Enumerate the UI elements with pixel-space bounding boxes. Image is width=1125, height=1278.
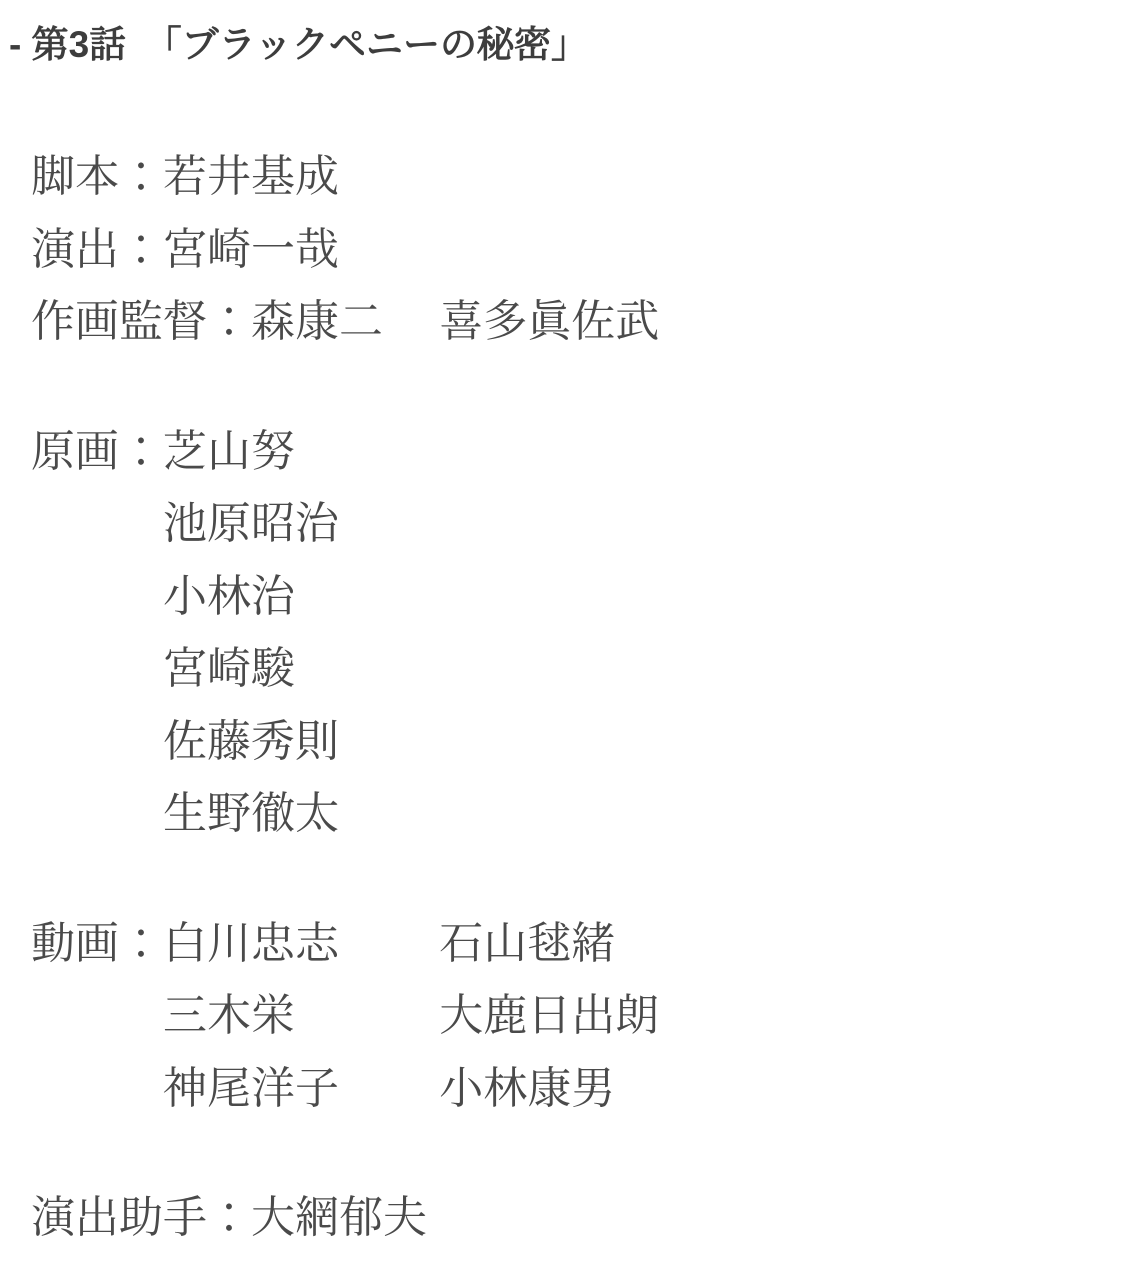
main-staff-section [31, 141, 1105, 359]
credit-line-director: 演出：宮崎一哉 [31, 224, 339, 274]
credit-line-douga: 三木栄 大鹿日出朗 [31, 991, 660, 1040]
episode-title-heading: - 第3話 「ブラックペニーの秘密」 [9, 24, 588, 65]
credit-line-douga: 動画：白川忠志 石山毬緒 [31, 918, 616, 968]
credits-page [0, 20, 1125, 1278]
assistant-director-section [31, 1182, 1105, 1255]
credit-line-genga: 池原昭治 [31, 499, 339, 548]
credit-line-douga: 神尾洋子 小林康男 [31, 1063, 616, 1113]
credit-line-script: 脚本：若井基成 [31, 152, 339, 201]
credit-line-genga: 宮崎駿 [31, 644, 295, 693]
credit-line-genga: 小林治 [31, 571, 295, 621]
credit-line-animation-director: 作画監督：森康二 喜多眞佐武 [31, 297, 660, 346]
credit-line-genga: 原画：芝山努 [31, 426, 295, 476]
credit-line-genga: 佐藤秀則 [31, 716, 339, 766]
credit-line-assistant-director: 演出助手：大網郁夫 [31, 1193, 427, 1242]
credit-line-genga: 生野徹太 [31, 789, 339, 838]
inbetween-animation-section [31, 908, 1105, 1126]
key-animation-section [31, 416, 1105, 851]
